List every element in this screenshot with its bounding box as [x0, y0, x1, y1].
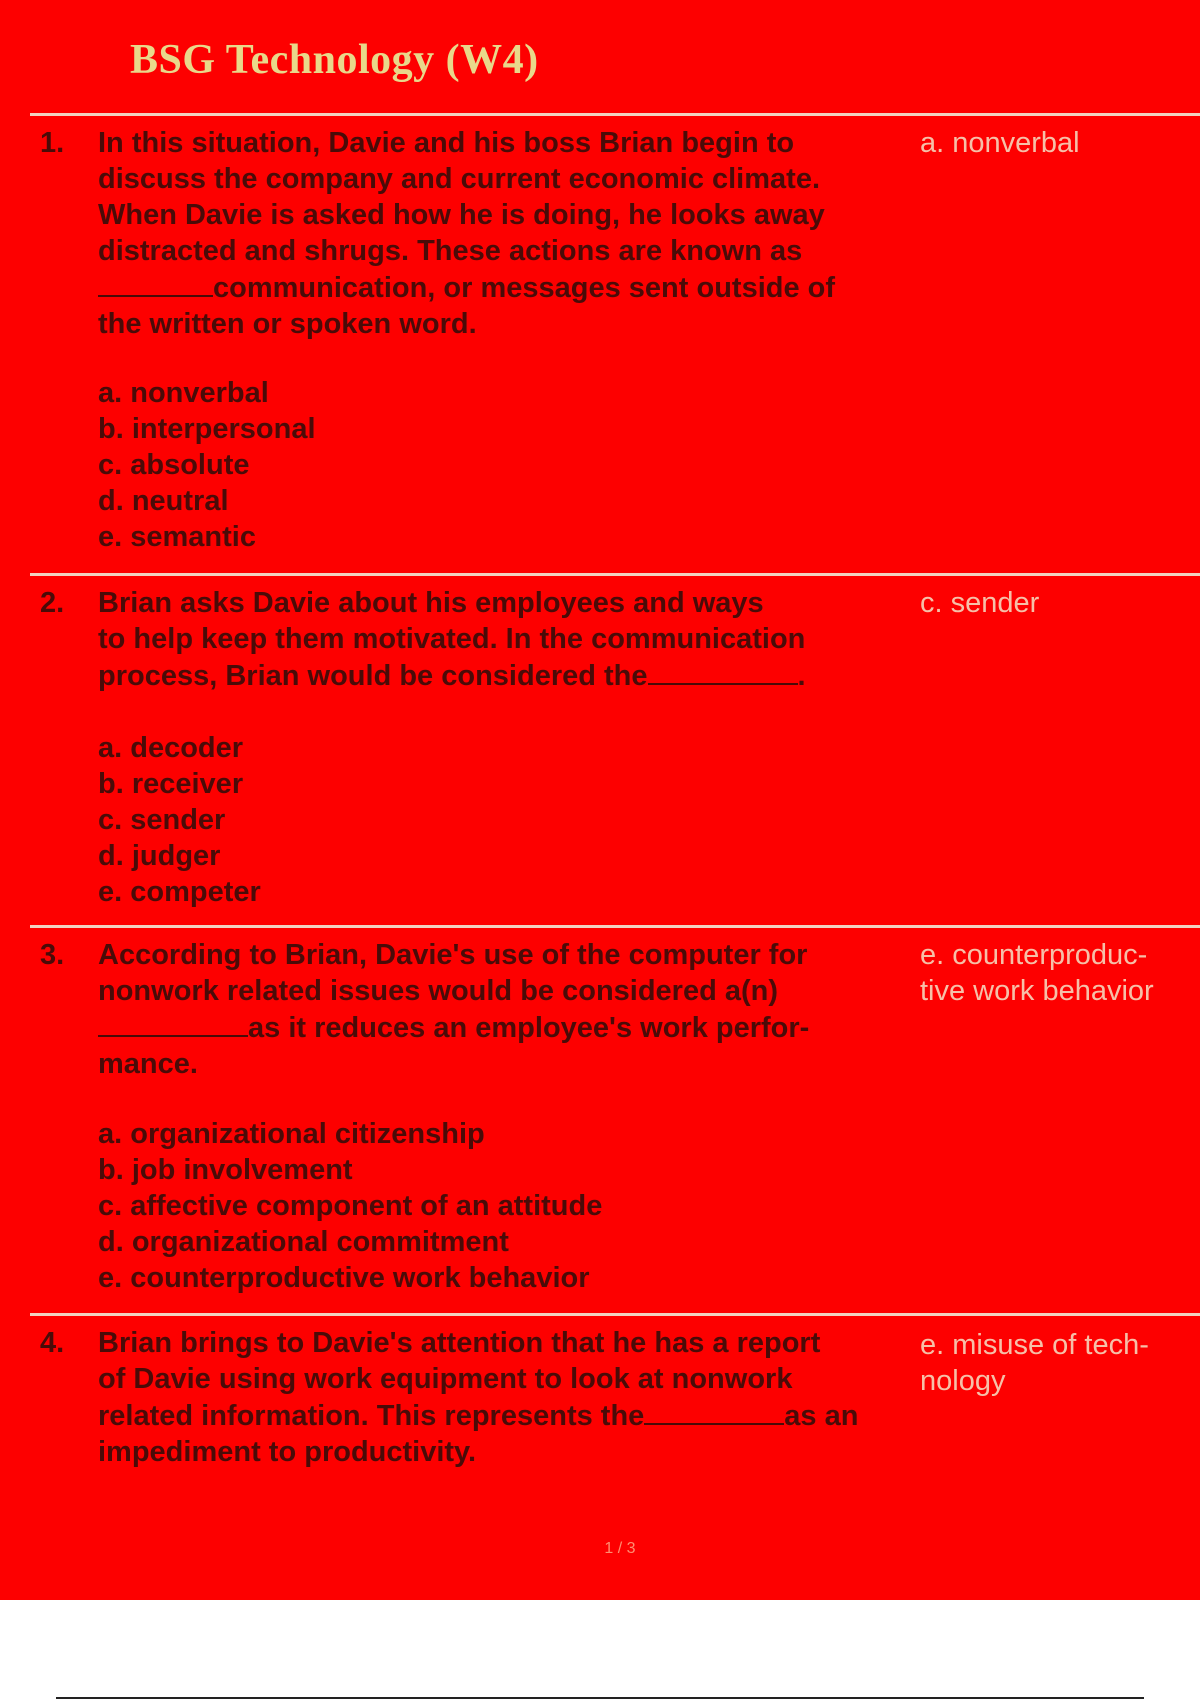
question-divider [30, 1313, 1200, 1316]
question-4-number: 4. [40, 1327, 65, 1359]
question-2-number: 2. [40, 587, 65, 619]
option-item: a. nonverbal [98, 377, 269, 409]
question-4-text: Brian brings to Davie's attention that he has a report of Davie using work equipment to look at nonwork related information. This represents the as an impediment to productivity. [98, 1327, 859, 1468]
question-3-number: 3. [40, 939, 65, 971]
question-1-text: In this situation, Davie and his boss Brian begin to discuss the company and current economic climate. When Davie is asked how he is doing, he looks away distracted and shrugs. These actions are known as communication, or messages sent outside of the written or spoken word. [98, 127, 836, 340]
question-divider [30, 113, 1200, 116]
option-item: b. job involvement [98, 1154, 353, 1186]
question-divider [30, 925, 1200, 928]
question-3-answer: e. counterproduc- tive work behavior [920, 939, 1154, 1007]
fill-blank [98, 1009, 248, 1037]
fill-blank [98, 269, 213, 297]
option-item: b. receiver [98, 768, 244, 800]
option-item: b. interpersonal [98, 413, 316, 445]
question-divider [30, 573, 1200, 576]
option-item: e. semantic [98, 521, 256, 553]
question-1-answer: a. nonverbal [920, 127, 1080, 159]
option-item: c. absolute [98, 449, 250, 481]
question-2-answer: c. sender [920, 587, 1040, 619]
option-item: c. affective component of an attitude [98, 1190, 603, 1222]
option-item: e. competer [98, 876, 261, 908]
option-item: d. neutral [98, 485, 229, 517]
question-1-number: 1. [40, 127, 65, 159]
option-item: c. sender [98, 804, 226, 836]
option-item: e. counterproductive work behavior [98, 1262, 590, 1294]
question-2-options [98, 730, 261, 910]
document-title: BSG Technology (W4) [130, 37, 539, 83]
fill-blank [644, 1397, 784, 1425]
question-3-options [98, 1116, 602, 1296]
bottom-rule [56, 1697, 1144, 1699]
question-1-options [98, 375, 316, 555]
question-3-text: According to Brian, Davie's use of the computer for nonwork related issues would be considered a(n) as it reduces an employee's work perfor- mance. [98, 939, 810, 1080]
question-4-answer: e. misuse of tech- nology [920, 1329, 1149, 1397]
question-2-text: Brian asks Davie about his employees and ways to help keep them motivated. In the communication process, Brian would be considered the . [98, 587, 806, 692]
option-item: a. decoder [98, 732, 244, 764]
option-item: d. judger [98, 840, 221, 872]
page-indicator: 1 / 3 [604, 1540, 636, 1557]
option-item: d. organizational commitment [98, 1226, 509, 1258]
fill-blank [648, 657, 798, 685]
option-item: a. organizational citizenship [98, 1118, 485, 1150]
